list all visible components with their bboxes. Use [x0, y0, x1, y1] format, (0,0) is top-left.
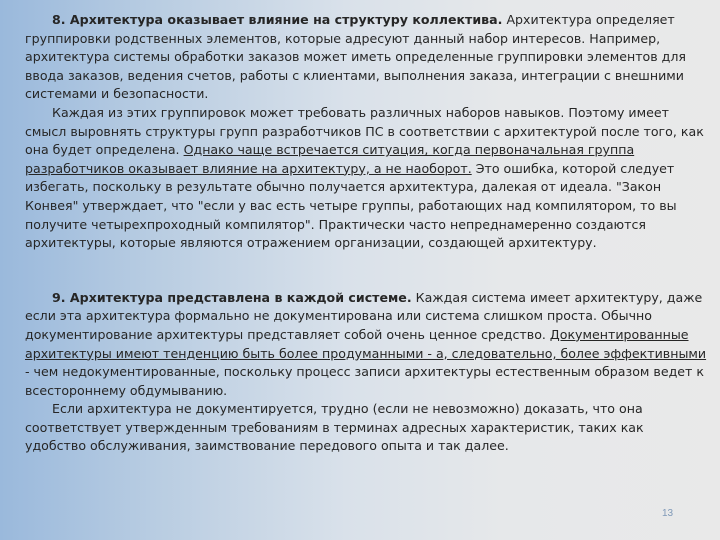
section-8-para2-end: Это ошибка, которой следует избегать, поскольку в результате обычно получается архитектура, далекая от идеала. "Закон Конвея" утверждает, что "если у вас есть четыре группы, работающих над компилятором, то вы получите четырехпроходный компилятор". Практически часто непреднамеренно создаются архитектуры, которые являются отражением организации, создающей архитектуру.	[25, 160, 677, 251]
section-8-para2-start: Каждая из этих группировок может требовать различных наборов навыков. Поэтому имеет смысл выровнять структуры групп разработчиков ПС в соответствии с архитектурой после того, как она будет определена.	[25, 104, 704, 158]
section-9-text-2: - чем недокументированные, поскольку процесс записи архитектуры естественным образом ведет к всестороннему обдумыванию.	[25, 364, 704, 398]
section-8-paragraph-1	[25, 11, 707, 104]
section-8-paragraph-2	[25, 104, 707, 253]
section-9-para2: Если архитектура не документируется, трудно (если не невозможно) доказать, что она соответствует утвержденным требованиям в терминах адресных характеристик, таких как удобство обслуживания, заимствование передового опыта и так далее.	[25, 401, 644, 454]
page-number: 13	[662, 508, 674, 519]
section-9-text-1: Каждая система имеет архитектуру, даже если эта архитектура формально не документирована или система слишком проста. Обычно документирование архитектуры представляет собой очень ценное средство.	[25, 289, 703, 342]
slide-body-text	[25, 11, 707, 456]
section-8-heading: 8. Архитектура оказывает влияние на структуру коллектива.	[52, 12, 503, 27]
section-9-paragraph-1	[25, 289, 707, 401]
section-8-underlined-sentence: Однако чаще встречается ситуация, когда первоначальная группа разработчиков оказывает влияние на архитектуру, а не наоборот.	[25, 142, 635, 176]
section-9-underlined-sentence: Документированные архитектуры имеют тенденцию быть более продуманными - а, следовательно, более эффективными	[25, 326, 707, 361]
section-9-paragraph-2	[25, 400, 707, 456]
section-9-heading: 9. Архитектура представлена в каждой системе.	[52, 289, 412, 305]
section-8-text-1: Архитектура определяет группировки родственных элементов, которые адресуют данный набор интересов. Например, архитектура системы обработки заказов может иметь определенные группировки элементов для ввода заказов, ведения счетов, работы с клиентами, выполнения заказа, интеграции с внешними системами и безопасности.	[25, 12, 687, 102]
